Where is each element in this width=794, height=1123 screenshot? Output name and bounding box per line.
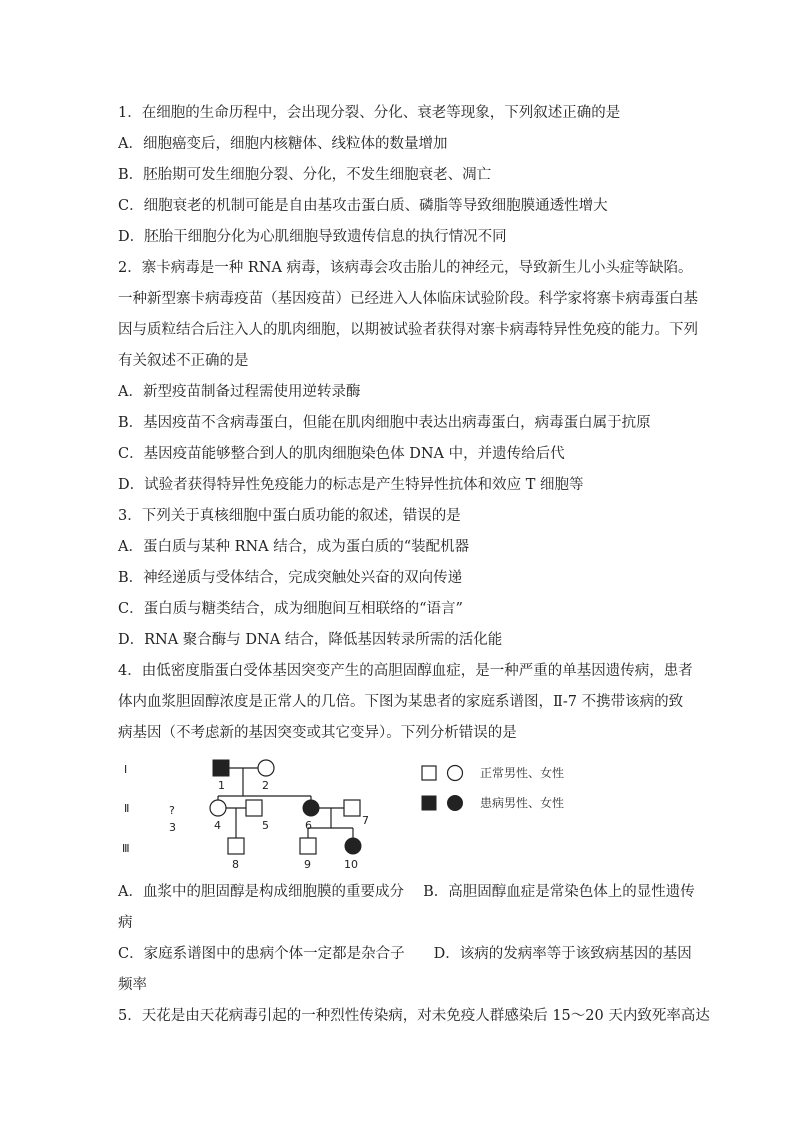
question-3-option-c: C．蛋白质与糖类结合，成为细胞间互相联络的“语言” <box>118 601 463 617</box>
question-2-stem-line-3: 因与质粒结合后注入人的肌肉细胞，以期被试验者获得对寨卡病毒特异性免疫的能力。下列 <box>118 322 698 338</box>
question-2-option-a: A．新型疫苗制备过程需使用逆转录酶 <box>118 384 361 400</box>
legend-normal-male-icon <box>422 766 436 780</box>
pedigree-individual-5-normal-male <box>246 800 262 816</box>
individual-number-4: 4 <box>214 819 221 832</box>
individual-number-3: 3 <box>169 821 176 834</box>
question-4-option-b-wrap: 病 <box>118 915 133 931</box>
question-2-stem-line-1: 2．寨卡病毒是一种 RNA 病毒，该病毒会攻击胎儿的神经元，导致新生儿小头症等缺陷。 <box>118 260 693 276</box>
legend-affected-female-icon <box>448 796 463 811</box>
question-4-options-cd: C．家庭系谱图中的患病个体一定都是杂合子 D．该病的发病率等于该致病基因的基因 <box>118 946 692 962</box>
question-1-option-b: B．胚胎期可发生细胞分裂、分化，不发生细胞衰老、凋亡 <box>118 167 492 183</box>
pedigree-individual-6-affected-female <box>303 800 319 816</box>
question-4-stem-line-3: 病基因（不考虑新的基因突变或其它变异）。下列分析错误的是 <box>118 725 517 741</box>
individual-number-7: 7 <box>362 814 369 827</box>
question-1-stem: 1．在细胞的生命历程中，会出现分裂、分化、衰老等现象，下列叙述正确的是 <box>118 105 621 121</box>
legend-normal-female-icon <box>448 766 463 781</box>
pedigree-individual-2-normal-female <box>258 760 274 776</box>
question-3-option-b: B．神经递质与受体结合，完成突触处兴奋的双向传递 <box>118 570 463 586</box>
question-4-stem-line-2: 体内血浆胆固醇浓度是正常人的几倍。下图为某患者的家庭系谱图，Ⅱ-7 不携带该病的致 <box>118 694 684 710</box>
question-2-option-d: D．试验者获得特异性免疫能力的标志是产生特异性抗体和效应 T 细胞等 <box>118 477 584 493</box>
pedigree-individual-4-normal-female <box>210 800 226 816</box>
pedigree-chart <box>118 758 678 878</box>
question-2-stem-line-2: 一种新型寨卡病毒疫苗（基因疫苗）已经进入人体临床试验阶段。科学家将寨卡病毒蛋白基 <box>118 291 698 307</box>
individual-number-5: 5 <box>262 819 269 832</box>
generation-label-3: Ⅲ <box>122 842 130 855</box>
question-3-stem: 3．下列关于真核细胞中蛋白质功能的叙述，错误的是 <box>118 508 461 524</box>
question-2-stem-line-4: 有关叙述不正确的是 <box>118 353 249 369</box>
legend-affected-male-icon <box>422 796 436 810</box>
question-5-stem-line-1: 5．天花是由天花病毒引起的一种烈性传染病，对未免疫人群感染后 15～20 天内致死率高达 <box>118 1008 710 1024</box>
question-2-option-c: C．基因疫苗能够整合到人的肌肉细胞染色体 DNA 中，并遗传给后代 <box>118 446 565 462</box>
individual-number-2: 2 <box>262 779 269 792</box>
question-4-stem-line-1: 4．由低密度脂蛋白受体基因突变产生的高胆固醇血症，是一种严重的单基因遗传病，患者 <box>118 663 693 679</box>
question-4-options-ab: A．血浆中的胆固醇是构成细胞膜的重要成分 B．高胆固醇血症是常染色体上的显性遗传 <box>118 884 695 900</box>
question-1-option-d: D．胚胎干细胞分化为心肌细胞导致遗传信息的执行情况不同 <box>118 229 507 245</box>
unknown-individual-mark: ? <box>169 804 175 817</box>
pedigree-individual-1-affected-male <box>213 760 229 776</box>
legend-affected-label: 患病男性、女性 <box>480 796 565 810</box>
individual-number-10: 10 <box>344 858 358 871</box>
pedigree-legend <box>422 765 564 811</box>
question-1-option-a: A．细胞癌变后，细胞内核糖体、线粒体的数量增加 <box>118 136 448 152</box>
individual-number-8: 8 <box>232 858 239 871</box>
pedigree-individual-9-normal-male <box>300 838 316 854</box>
pedigree-individual-8-normal-male <box>228 838 244 854</box>
question-2-option-b: B．基因疫苗不含病毒蛋白，但能在肌肉细胞中表达出病毒蛋白，病毒蛋白属于抗原 <box>118 415 651 431</box>
question-3-option-a: A．蛋白质与某种 RNA 结合，成为蛋白质的“装配机器 <box>118 539 470 555</box>
question-3-option-d: D．RNA 聚合酶与 DNA 结合，降低基因转录所需的活化能 <box>118 632 503 648</box>
generation-label-2: Ⅱ <box>124 802 130 815</box>
individual-number-1: 1 <box>218 779 225 792</box>
pedigree-individual-7-normal-male <box>344 800 360 816</box>
generation-label-1: Ⅰ <box>124 763 128 776</box>
pedigree-individual-10-affected-female <box>345 838 361 854</box>
individual-number-9: 9 <box>304 858 311 871</box>
question-4-option-d-wrap: 频率 <box>118 977 147 993</box>
question-1-option-c: C．细胞衰老的机制可能是自由基攻击蛋白质、磷脂等导致细胞膜通透性增大 <box>118 198 608 214</box>
legend-normal-label: 正常男性、女性 <box>480 766 565 780</box>
individual-number-6: 6 <box>305 819 312 832</box>
